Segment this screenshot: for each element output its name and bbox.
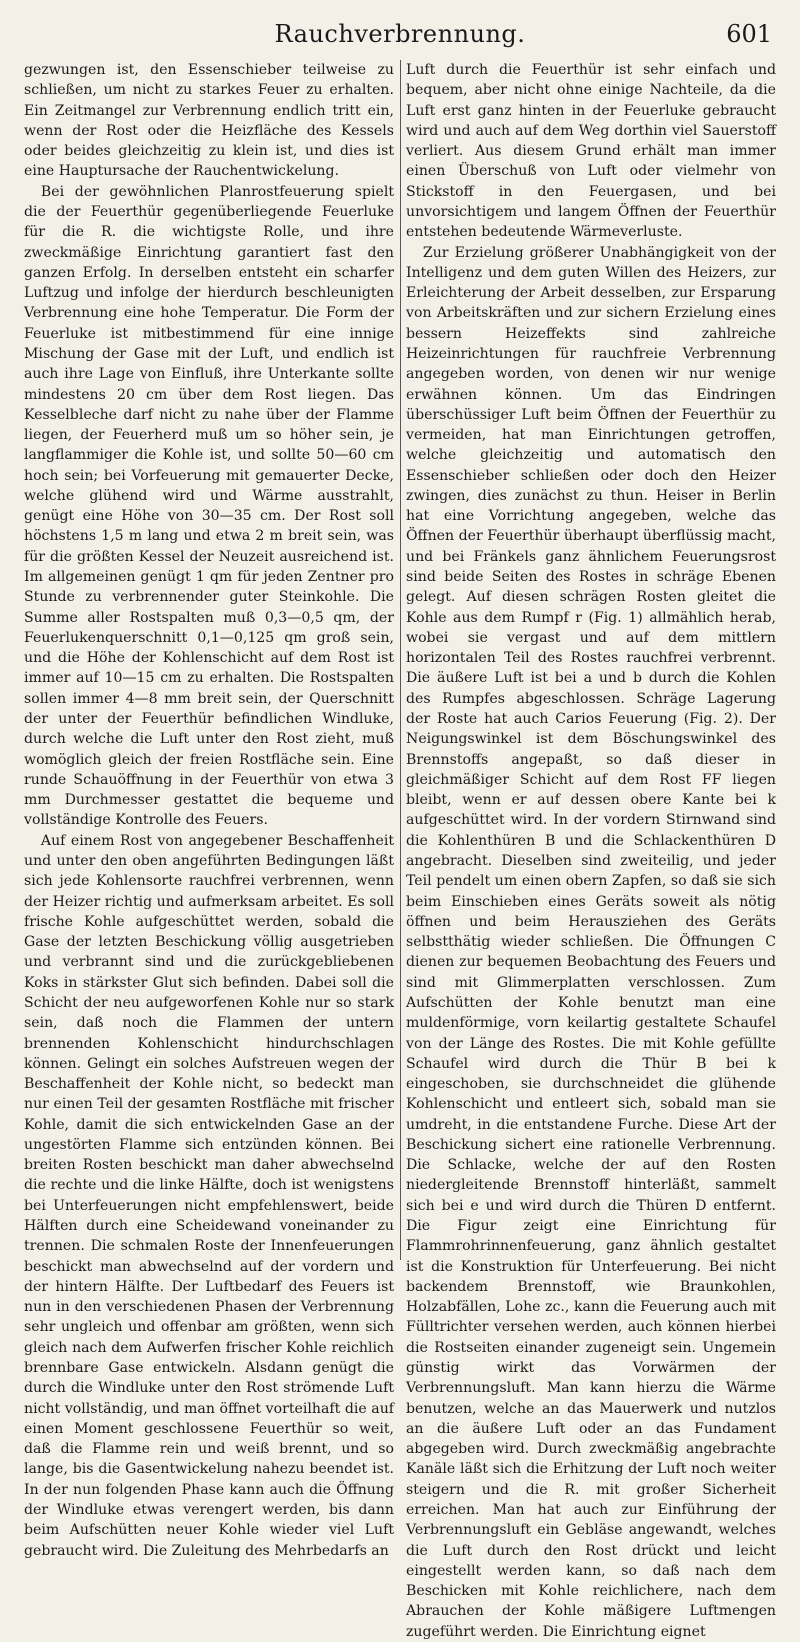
paragraph: Luft durch die Feuerthür ist sehr einfach und bequem, aber nicht ohne einige Nachteile, da die Luft erst ganz hinten in der Feuerluke gebraucht wird und auch auf dem Weg dorthin viel Sauerstoff verliert. Aus diesem Grund erhält man immer einen Überschuß von Luft oder vielmehr von Stickstoff in den Feuergasen, und bei unvorsichtigem und langem Öffnen der Feuerthür entstehen bedeutende Wärmeverluste.: [406, 62, 776, 241]
paragraph: gezwungen ist, den Essenschieber teilweise zu schließen, um nicht zu starkes Feuer zu erhalten. Ein Zeitmangel zur Verbrennung endlich tritt ein, wenn der Rost oder die Heizfläche des Kessels oder beides gleichzeitig zu klein ist, und dies ist eine Hauptursache der Rauchentwickelung.: [24, 62, 394, 180]
paragraph: Auf einem Rost von angegebener Beschaffenheit und unter den oben angeführten Bedingungen läßt sich jede Kohlensorte rauchfrei verbrennen, wenn der Heizer richtig und aufmerksam arbeitet. Es soll frische Kohle aufgeschüttet werden, sobald die Gase der letzten Beschickung völlig ausgetrieben und verbrannt sind und die zurückgebliebenen Koks in stärkster Glut sich befinden. Dabei soll die Schicht der neu aufgeworfenen Kohle nur so stark sein, daß noch die Flammen der untern brennenden Kohlenschicht hindurchschlagen können. Gelingt ein solches Aufstreuen wegen der Beschaffenheit der Kohle nicht, so bedeckt man nur einen Teil der gesamten Rostfläche mit frischer Kohle, damit die sich entwickelnden Gase an der ungestörten Flamme sich entzünden können. Bei breiten Rosten beschickt man daher abwechselnd die rechte und die linke Hälfte, doch ist wenigstens bei Unterfeuerungen nicht empfehlenswert, beide Hälften durch eine Scheidewand voneinander zu trennen. Die schmalen Roste der Innenfeuerungen beschickt man abwechselnd auf der vordern und der hintern Hälfte. Der Luftbedarf des Feuers ist nun in den verschiedenen Phasen der Verbrennung sehr ungleich und offenbar am größten, wenn sich gleich nach dem Aufwerfen frischer Kohle reichlich brennbare Gase entwickeln. Alsdann genügt die durch die Windluke unter den Rost strömende Luft nicht vollständig, und man öffnet vorteilhaft die auf einen Moment geschlossene Feuerthür so weit, daß die Flamme rein und weiß brennt, und so lange, bis die Gasentwickelung nahezu beendet ist. In der nun folgenden Phase kann auch die Öffnung der Windluke etwas verengert werden, bis dann beim Aufschütten neuer Kohle wieder viel Luft gebraucht wird. Die Zuleitung des Mehrbedarfs an: [24, 832, 394, 1559]
page-number: 601: [726, 20, 772, 48]
left-column: [24, 60, 394, 1559]
page-header: [0, 0, 800, 58]
paragraph: Zur Erzielung größerer Unabhängigkeit von der Intelligenz und dem guten Willen des Heizers, zur Erleichterung der Arbeit desselben, zur Ersparung von Arbeitskräften und zur sichern Erzielung eines bessern Heizeffekts sind zahlreiche Heizeinrichtungen für rauchfreie Verbrennung angegeben worden, von denen wir nur wenige erwähnen können. Um das Eindringen überschüssiger Luft beim Öffnen der Feuerthür zu vermeiden, hat man Einrichtungen getroffen, welche gleichzeitig und automatisch den Essenschieber schließen oder doch den Heizer zwingen, dies zunächst zu thun. Heiser in Berlin hat eine Vorrichtung angegeben, welche das Öffnen der Feuerthür überhaupt überflüssig macht, und bei Fränkels ganz ähnlichem Feuerungsrost sind beide Seiten des Rostes in schräge Ebenen gelegt. Auf diesen schrägen Rosten gleitet die Kohle aus dem Rumpf r (Fig. 1) allmählich herab, wobei sie vergast und auf dem mittlern horizontalen Teil des Rostes rauchfrei verbrennt. Die äußere Luft ist bei a und b durch die Kohlen des Rumpfes abgeschlossen. Schräge Lagerung der Roste hat auch Carios Feuerung (Fig. 2). Der Neigungswinkel ist dem Böschungswinkel des Brennstoffs angepaßt, so daß dieser in gleichmäßiger Schicht auf dem Rost FF liegen bleibt, wenn er auf dessen obere Kante bei k aufgeschüttet wird. In der vordern Stirnwand sind die Kohlenthüren B und die Schlackenthüren D angebracht. Dieselben sind zweiteilig, und jeder Teil pendelt um einen obern Zapfen, so daß sie sich beim Einschieben eines Geräts soweit als nötig öffnen und beim Herausziehen des Geräts selbstthätig wieder schließen. Die Öffnungen C dienen zur bequemen Beobachtung des Feuers und sind mit Glimmerplatten verschlossen. Zum Aufschütten der Kohle benutzt man eine muldenförmige, vorn keilartig gestaltete Schaufel von der Länge des Rostes. Die mit Kohle gefüllte Schaufel wird durch die Thür B bei k eingeschoben, sie durchschneidet die glühende Kohlenschicht und entleert sich, sobald man sie umdreht, in die entstandene Furche. Diese Art der Beschickung sichert eine rationelle Verbrennung. Die Schlacke, welche der auf den Rosten niedergleitende Brennstoff hinterläßt, sammelt sich bei e und wird durch die Thüren D entfernt. Die Figur zeigt eine Einrichtung für Flammrohrinnenfeuerung, ganz ähnlich gestaltet ist die Konstruktion für Unterfeuerung. Bei nicht backendem Brennstoff, wie Braunkohlen, Holzabfällen, Lohe zc., kann die Feuerung auch mit Fülltrichter versehen werden, auch können hierbei die Rostseiten einander zugeneigt sein. Ungemein günstig wirkt das Vorwärmen der Verbrennungsluft. Man kann hierzu die Wärme benutzen, welche an das Mauerwerk und nutzlos an die äußere Luft oder an das Fundament abgegeben wird. Durch zweckmäßig angebrachte Kanäle läßt sich die Erhitzung der Luft noch weiter steigern und die R. mit großer Sicherheit erreichen. Man hat auch zur Einführung der Verbrennungsluft ein Gebläse angewandt, welches die Luft durch den Rost drückt und leicht eingestellt werden kann, so daß nach dem Beschicken mit Kohle reichlichere, nach dem Abrauchen der Kohle mäßigere Luftmengen zugeführt werden. Die Einrichtung eignet: [406, 244, 776, 1640]
running-head: Rauchverbrennung.: [274, 20, 526, 48]
column-divider: [400, 60, 401, 1260]
paragraph: Bei der gewöhnlichen Planrostfeuerung spielt die der Feuerthür gegenüberliegende Feuerluke für die R. die wichtigste Rolle, und ihre zweckmäßige Einrichtung garantiert fast den ganzen Erfolg. In derselben entsteht ein scharfer Luftzug und infolge der hierdurch beschleunigten Verbrennung eine hohe Temperatur. Die Form der Feuerluke ist mitbestimmend für eine innige Mischung der Gase mit der Luft, und endlich ist auch ihre Lage von Einfluß, ihre Unterkante sollte mindestens 20 cm über dem Rost liegen. Das Kesselbleche darf nicht zu nahe über der Flamme liegen, der Feuerherd muß um so höher sein, je langflammiger die Kohle ist, und sollte 50—60 cm hoch sein; bei Vorfeuerung mit gemauerter Decke, welche glühend wird und Wärme ausstrahlt, genügt eine Höhe von 30—35 cm. Der Rost soll höchstens 1,5 m lang und etwa 2 m breit sein, was für die größten Kessel der Neuzeit ausreichend ist. Im allgemeinen genügt 1 qm für jeden Zentner pro Stunde zu verbrennender guter Steinkohle. Die Summe aller Rostspalten muß 0,3—0,5 qm, der Feuerlukenquerschnitt 0,1—0,125 qm groß sein, und die Höhe der Kohlenschicht auf dem Rost ist immer auf 10—15 cm zu erhalten. Die Rostspalten sollen immer 4—8 mm breit sein, der Querschnitt der unter der Feuerthür befindlichen Windluke, durch welche die Luft unter den Rost zieht, muß womöglich gleich der freien Rostfläche sein. Eine runde Schauöffnung in der Feuerthür von etwa 3 mm Durchmesser gestattet die bequeme und vollständige Kontrolle des Feuers.: [24, 183, 394, 829]
right-column: [406, 60, 776, 1640]
